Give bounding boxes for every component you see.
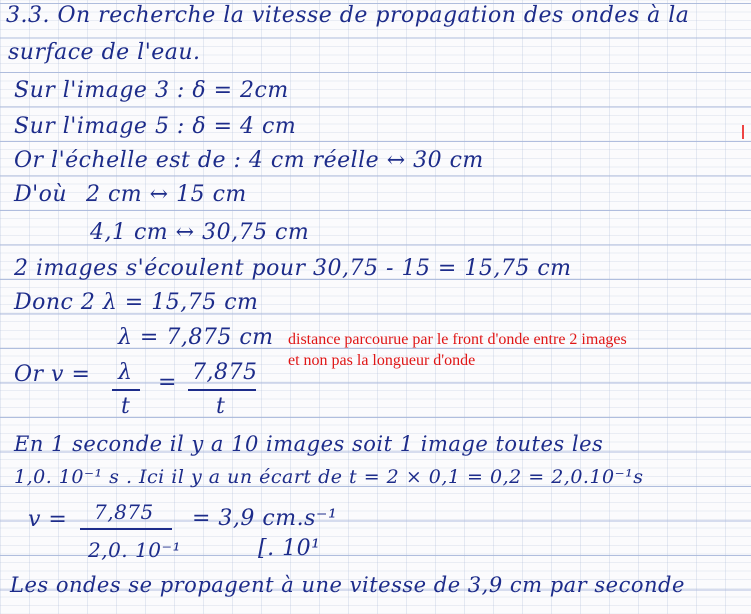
velocity-calc-label: v = [28, 507, 68, 532]
line-two-lambda: Donc 2 λ = 15,75 cm [14, 290, 259, 315]
fraction-bar-velocity [80, 528, 172, 530]
line-two-images: 2 images s'écoulent pour 30,75 - 15 = 15,75 cm [14, 256, 572, 281]
line-conclusion: Les ondes se propagent à une vitesse de 3,9 cm par seconde [10, 573, 685, 597]
line-image5: Sur l'image 5 : δ = 4 cm [14, 114, 297, 139]
velocity-result: = 3,9 cm.s⁻¹ [192, 506, 338, 531]
line-intro-cont: surface de l'eau. [8, 40, 201, 65]
line-images-per-second: En 1 seconde il y a 10 images soit 1 image toutes les [14, 432, 604, 456]
line-scale: Or l'échelle est de : 4 cm réelle ↔ 30 cm [14, 148, 484, 173]
fraction-bar-value [188, 389, 256, 391]
fraction-value-numerator: 7,875 [192, 360, 258, 385]
margin-mark [742, 125, 750, 139]
line-lambda: λ = 7,875 cm [118, 325, 274, 350]
line-intro: 3.3. On recherche la vitesse de propagation des ondes à la [6, 3, 690, 28]
velocity-formula-label: Or v = [14, 362, 91, 387]
fraction-lambda-denominator: t [121, 394, 131, 419]
velocity-calc-numerator: 7,875 [94, 500, 154, 524]
line-image3: Sur l'image 3 : δ = 2cm [14, 78, 289, 103]
fraction-bar-lambda [112, 389, 140, 391]
velocity-calc-denominator: 2,0. 10⁻¹ [88, 538, 182, 562]
velocity-result-power: [. 10¹ [258, 536, 321, 561]
correction-note-line-2: et non pas la longueur d'onde [288, 352, 476, 369]
line-conversion-2: 4,1 cm ↔ 30,75 cm [90, 220, 310, 245]
correction-note-line-1: distance parcourue par le front d'onde entre 2 images [288, 331, 627, 348]
line-conversion-1: 2 cm ↔ 15 cm [86, 182, 247, 207]
formula-equals: = [158, 370, 177, 395]
fraction-lambda-numerator: λ [118, 360, 133, 385]
fraction-value-denominator: t [216, 394, 226, 419]
line-dou-label: D'où [14, 182, 68, 207]
line-time-interval: 1,0. 10⁻¹ s . Ici il y a un écart de t = 2 × 0,1 = 0,2 = 2,0.10⁻¹s [14, 466, 644, 488]
